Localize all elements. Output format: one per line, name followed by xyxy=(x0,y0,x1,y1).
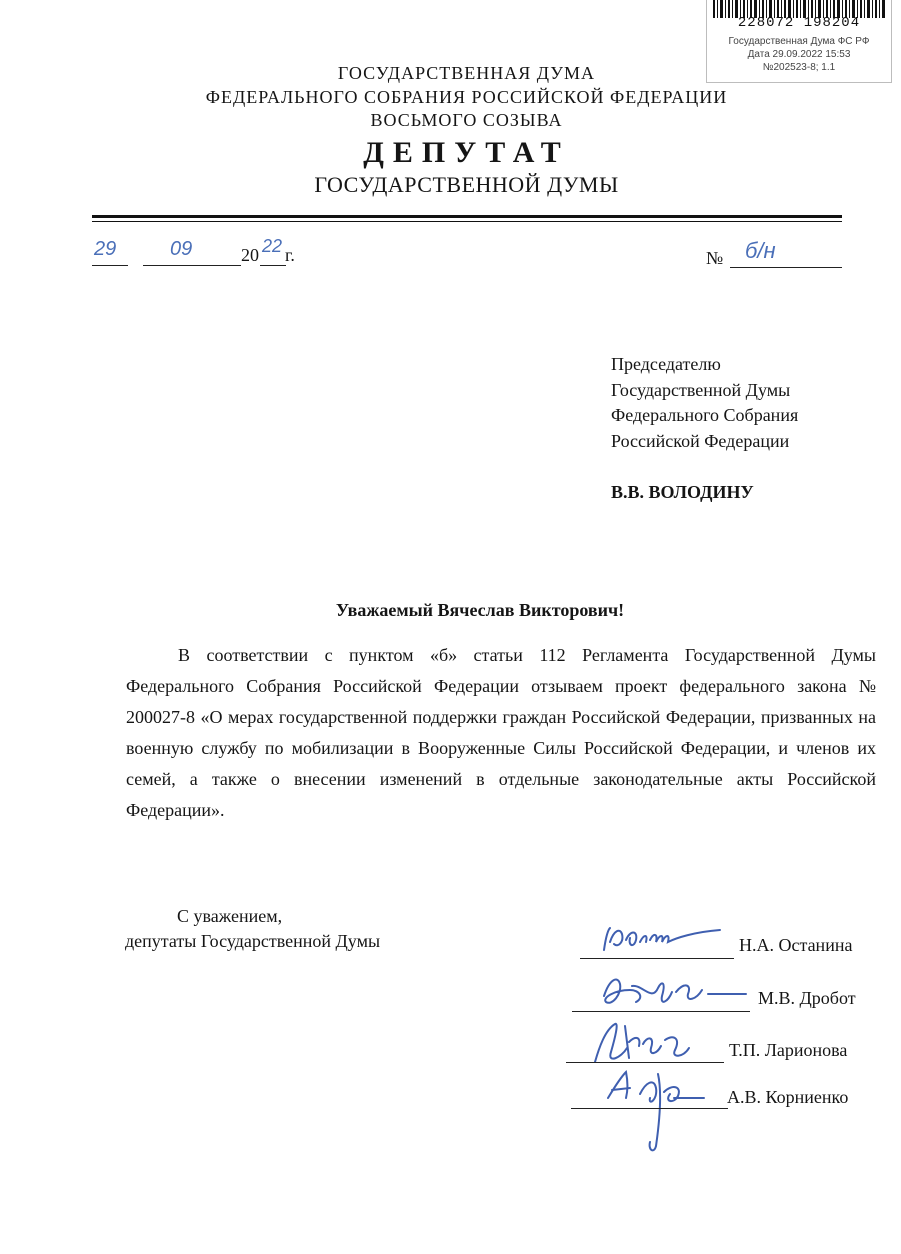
closing-block xyxy=(125,904,380,954)
stamp-number: №202523-8; 1.1 xyxy=(762,62,836,73)
date-year-end: г. xyxy=(285,245,295,265)
closing-line-1: С уважением, xyxy=(177,906,283,926)
letterhead-line-1: ГОСУДАРСТВЕННАЯ ДУМА xyxy=(337,63,596,83)
signature-drobot xyxy=(596,972,756,1016)
signature-line-1 xyxy=(580,958,734,959)
stamp-org: Государственная Дума ФС РФ xyxy=(728,36,870,47)
date-day: 29 xyxy=(94,238,117,260)
date-day-line xyxy=(92,265,128,266)
stamp-date: Дата 29.09.2022 15:53 xyxy=(747,49,851,60)
addressee-block xyxy=(611,352,798,454)
signature-kornienko xyxy=(600,1068,710,1158)
addressee-line: Государственной Думы xyxy=(611,379,791,400)
signatory-name: М.В. Дробот xyxy=(758,988,856,1008)
letterhead-line-2: ФЕДЕРАЛЬНОГО СОБРАНИЯ РОССИЙСКОЙ ФЕДЕРАЦИИ xyxy=(205,87,728,107)
date-month: 09 xyxy=(170,238,193,260)
number-line xyxy=(730,267,842,268)
closing-line-2: депутаты Государственной Думы xyxy=(125,931,381,951)
addressee-name: В.В. ВОЛОДИНУ xyxy=(611,482,754,502)
letterhead-rule-thin xyxy=(92,221,842,222)
date-year-line xyxy=(260,265,286,266)
number-value: б/н xyxy=(745,238,776,263)
signature-line-2 xyxy=(572,1011,750,1012)
date-year-prefix: 20 xyxy=(241,245,259,265)
date-year-suffix: 22 xyxy=(262,236,283,256)
signatory-name: Т.П. Ларионова xyxy=(729,1040,848,1060)
letterhead-subtitle: ГОСУДАРСТВЕННОЙ ДУМЫ xyxy=(314,172,619,197)
signatory-name: А.В. Корниенко xyxy=(727,1087,849,1107)
salutation: Уважаемый Вячеслав Викторович! xyxy=(335,600,625,620)
letterhead-rule-thick xyxy=(92,215,842,218)
signatory-name: Н.А. Останина xyxy=(739,935,853,955)
addressee-line: Федерального Собрания xyxy=(611,405,799,425)
body-paragraph: В соответствии с пунктом «б» статьи 112 Регламента Государственной Думы Федерального Собрания Российской Федерации отзываем проект федерального закона № 200027-8 «О мерах государственной поддержки граждан Российской Федерации, призванных на военную службу по мобилизации в Вооруженные Силы Российской Федерации, и членов их семей, а также о внесении изменений в отдельные законодательные акты Российской Федерации». xyxy=(126,645,876,820)
letterhead-title: ДЕПУТАТ xyxy=(363,136,570,169)
signature-ostanina xyxy=(598,920,738,960)
addressee-line: Председателю xyxy=(611,354,721,374)
barcode-number: 228072 198204 xyxy=(737,15,861,31)
date-month-line xyxy=(143,265,241,266)
signature-line-3 xyxy=(566,1062,724,1063)
signature-line-4 xyxy=(571,1108,728,1109)
letterhead-line-3: ВОСЬМОГО СОЗЫВА xyxy=(370,110,563,130)
number-label: № xyxy=(706,248,724,268)
addressee-line: Российской Федерации xyxy=(611,430,790,451)
